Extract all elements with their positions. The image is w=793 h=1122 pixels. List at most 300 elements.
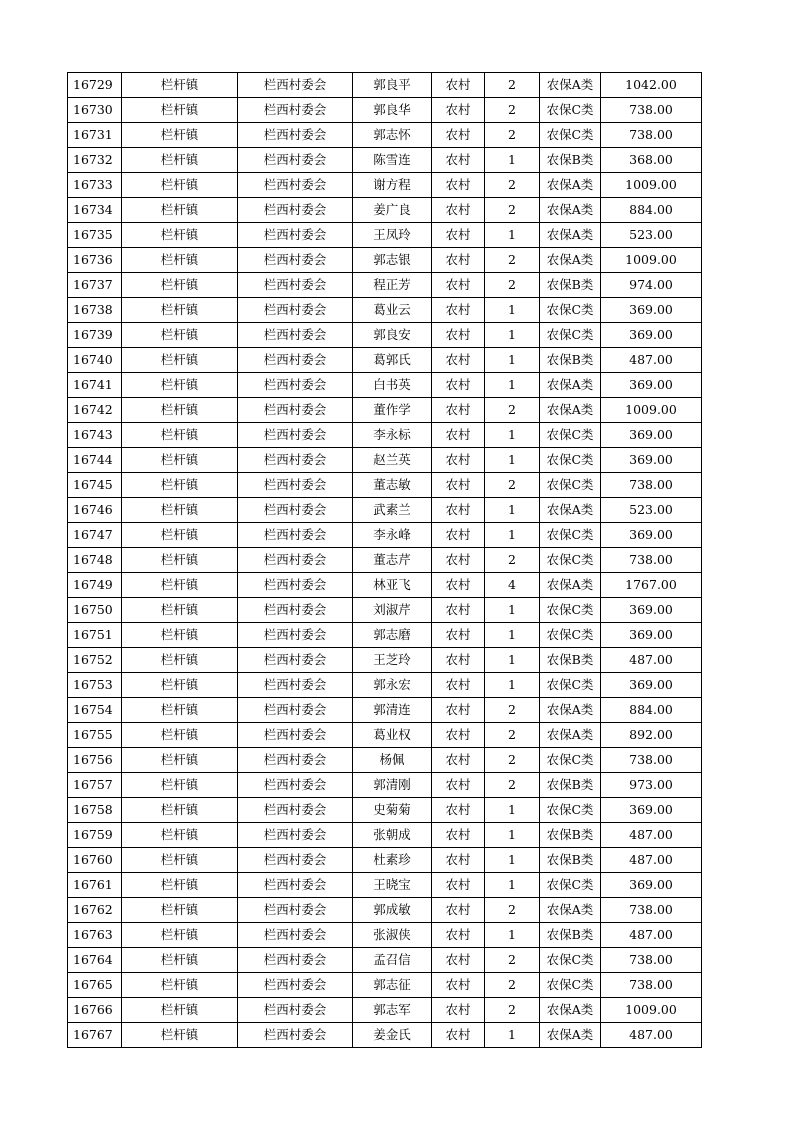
name-cell: 史菊菊 (353, 798, 432, 823)
name-cell: 葛郭氏 (353, 348, 432, 373)
record-id-cell: 16742 (68, 398, 122, 423)
category-cell: 农保C类 (540, 323, 601, 348)
persons-cell: 2 (485, 248, 540, 273)
name-cell: 葛业云 (353, 298, 432, 323)
town-cell: 栏杆镇 (122, 498, 238, 523)
category-cell: 农保B类 (540, 823, 601, 848)
household-type-cell: 农村 (432, 373, 485, 398)
category-cell: 农保A类 (540, 1023, 601, 1048)
household-type-cell: 农村 (432, 723, 485, 748)
town-cell: 栏杆镇 (122, 773, 238, 798)
category-cell: 农保A类 (540, 723, 601, 748)
amount-cell: 1009.00 (601, 248, 702, 273)
persons-cell: 1 (485, 598, 540, 623)
name-cell: 武素兰 (353, 498, 432, 523)
village-committee-cell: 栏西村委会 (238, 548, 353, 573)
town-cell: 栏杆镇 (122, 423, 238, 448)
amount-cell: 974.00 (601, 273, 702, 298)
town-cell: 栏杆镇 (122, 823, 238, 848)
village-committee-cell: 栏西村委会 (238, 148, 353, 173)
record-id-cell: 16761 (68, 873, 122, 898)
table-row (68, 848, 702, 873)
persons-cell: 1 (485, 923, 540, 948)
persons-cell: 1 (485, 673, 540, 698)
category-cell: 农保C类 (540, 948, 601, 973)
town-cell: 栏杆镇 (122, 448, 238, 473)
record-id-cell: 16730 (68, 98, 122, 123)
town-cell: 栏杆镇 (122, 598, 238, 623)
village-committee-cell: 栏西村委会 (238, 473, 353, 498)
household-type-cell: 农村 (432, 973, 485, 998)
household-type-cell: 农村 (432, 148, 485, 173)
town-cell: 栏杆镇 (122, 973, 238, 998)
village-committee-cell: 栏西村委会 (238, 173, 353, 198)
village-committee-cell: 栏西村委会 (238, 423, 353, 448)
record-id-cell: 16738 (68, 298, 122, 323)
name-cell: 白书英 (353, 373, 432, 398)
record-id-cell: 16753 (68, 673, 122, 698)
table-row (68, 148, 702, 173)
name-cell: 孟召信 (353, 948, 432, 973)
record-id-cell: 16760 (68, 848, 122, 873)
household-type-cell: 农村 (432, 1023, 485, 1048)
town-cell: 栏杆镇 (122, 648, 238, 673)
amount-cell: 738.00 (601, 948, 702, 973)
town-cell: 栏杆镇 (122, 98, 238, 123)
amount-cell: 738.00 (601, 548, 702, 573)
household-type-cell: 农村 (432, 673, 485, 698)
amount-cell: 369.00 (601, 798, 702, 823)
village-committee-cell: 栏西村委会 (238, 273, 353, 298)
persons-cell: 2 (485, 973, 540, 998)
town-cell: 栏杆镇 (122, 948, 238, 973)
town-cell: 栏杆镇 (122, 698, 238, 723)
persons-cell: 2 (485, 98, 540, 123)
amount-cell: 1009.00 (601, 398, 702, 423)
town-cell: 栏杆镇 (122, 998, 238, 1023)
category-cell: 农保A类 (540, 573, 601, 598)
table-row (68, 273, 702, 298)
town-cell: 栏杆镇 (122, 623, 238, 648)
town-cell: 栏杆镇 (122, 673, 238, 698)
name-cell: 程正芳 (353, 273, 432, 298)
persons-cell: 2 (485, 723, 540, 748)
table-row (68, 598, 702, 623)
household-type-cell: 农村 (432, 398, 485, 423)
town-cell: 栏杆镇 (122, 848, 238, 873)
village-committee-cell: 栏西村委会 (238, 898, 353, 923)
table-row (68, 373, 702, 398)
record-id-cell: 16757 (68, 773, 122, 798)
village-committee-cell: 栏西村委会 (238, 1023, 353, 1048)
amount-cell: 487.00 (601, 648, 702, 673)
table-row (68, 948, 702, 973)
amount-cell: 369.00 (601, 298, 702, 323)
persons-cell: 2 (485, 398, 540, 423)
persons-cell: 2 (485, 948, 540, 973)
category-cell: 农保C类 (540, 798, 601, 823)
table-row (68, 798, 702, 823)
persons-cell: 1 (485, 623, 540, 648)
village-committee-cell: 栏西村委会 (238, 398, 353, 423)
persons-cell: 1 (485, 298, 540, 323)
household-type-cell: 农村 (432, 698, 485, 723)
town-cell: 栏杆镇 (122, 348, 238, 373)
name-cell: 郭良华 (353, 98, 432, 123)
town-cell: 栏杆镇 (122, 248, 238, 273)
household-type-cell: 农村 (432, 73, 485, 98)
category-cell: 农保C类 (540, 973, 601, 998)
amount-cell: 487.00 (601, 848, 702, 873)
name-cell: 张朝成 (353, 823, 432, 848)
amount-cell: 884.00 (601, 198, 702, 223)
category-cell: 农保C类 (540, 873, 601, 898)
name-cell: 谢方程 (353, 173, 432, 198)
household-type-cell: 农村 (432, 898, 485, 923)
record-id-cell: 16745 (68, 473, 122, 498)
category-cell: 农保B类 (540, 923, 601, 948)
village-committee-cell: 栏西村委会 (238, 73, 353, 98)
record-id-cell: 16736 (68, 248, 122, 273)
category-cell: 农保A类 (540, 223, 601, 248)
category-cell: 农保A类 (540, 173, 601, 198)
amount-cell: 523.00 (601, 498, 702, 523)
amount-cell: 1767.00 (601, 573, 702, 598)
town-cell: 栏杆镇 (122, 173, 238, 198)
persons-cell: 2 (485, 173, 540, 198)
category-cell: 农保A类 (540, 698, 601, 723)
amount-cell: 738.00 (601, 473, 702, 498)
village-committee-cell: 栏西村委会 (238, 348, 353, 373)
town-cell: 栏杆镇 (122, 873, 238, 898)
table-row (68, 1023, 702, 1048)
record-id-cell: 16743 (68, 423, 122, 448)
table-row (68, 523, 702, 548)
record-id-cell: 16733 (68, 173, 122, 198)
record-id-cell: 16739 (68, 323, 122, 348)
household-type-cell: 农村 (432, 98, 485, 123)
category-cell: 农保A类 (540, 248, 601, 273)
household-type-cell: 农村 (432, 323, 485, 348)
table-row (68, 773, 702, 798)
amount-cell: 368.00 (601, 148, 702, 173)
name-cell: 王凤玲 (353, 223, 432, 248)
persons-cell: 1 (485, 423, 540, 448)
town-cell: 栏杆镇 (122, 473, 238, 498)
category-cell: 农保A类 (540, 373, 601, 398)
household-type-cell: 农村 (432, 848, 485, 873)
category-cell: 农保A类 (540, 898, 601, 923)
village-committee-cell: 栏西村委会 (238, 223, 353, 248)
category-cell: 农保B类 (540, 848, 601, 873)
village-committee-cell: 栏西村委会 (238, 773, 353, 798)
name-cell: 林亚飞 (353, 573, 432, 598)
name-cell: 赵兰英 (353, 448, 432, 473)
persons-cell: 1 (485, 498, 540, 523)
town-cell: 栏杆镇 (122, 298, 238, 323)
persons-cell: 2 (485, 123, 540, 148)
persons-cell: 1 (485, 523, 540, 548)
table-row (68, 823, 702, 848)
table-row (68, 223, 702, 248)
town-cell: 栏杆镇 (122, 923, 238, 948)
village-committee-cell: 栏西村委会 (238, 848, 353, 873)
persons-cell: 2 (485, 898, 540, 923)
persons-cell: 1 (485, 823, 540, 848)
record-id-cell: 16729 (68, 73, 122, 98)
persons-cell: 1 (485, 373, 540, 398)
category-cell: 农保C类 (540, 623, 601, 648)
village-committee-cell: 栏西村委会 (238, 748, 353, 773)
name-cell: 葛业权 (353, 723, 432, 748)
persons-cell: 1 (485, 148, 540, 173)
amount-cell: 369.00 (601, 373, 702, 398)
table-row (68, 723, 702, 748)
household-type-cell: 农村 (432, 623, 485, 648)
village-committee-cell: 栏西村委会 (238, 723, 353, 748)
amount-cell: 738.00 (601, 123, 702, 148)
table-row (68, 698, 702, 723)
village-committee-cell: 栏西村委会 (238, 298, 353, 323)
table-row (68, 298, 702, 323)
category-cell: 农保C类 (540, 598, 601, 623)
persons-cell: 1 (485, 323, 540, 348)
record-id-cell: 16767 (68, 1023, 122, 1048)
village-committee-cell: 栏西村委会 (238, 323, 353, 348)
category-cell: 农保C类 (540, 98, 601, 123)
town-cell: 栏杆镇 (122, 273, 238, 298)
persons-cell: 4 (485, 573, 540, 598)
village-committee-cell: 栏西村委会 (238, 198, 353, 223)
household-type-cell: 农村 (432, 573, 485, 598)
household-type-cell: 农村 (432, 773, 485, 798)
village-committee-cell: 栏西村委会 (238, 948, 353, 973)
table-row (68, 73, 702, 98)
name-cell: 郭志征 (353, 973, 432, 998)
town-cell: 栏杆镇 (122, 573, 238, 598)
village-committee-cell: 栏西村委会 (238, 523, 353, 548)
town-cell: 栏杆镇 (122, 73, 238, 98)
amount-cell: 369.00 (601, 623, 702, 648)
village-committee-cell: 栏西村委会 (238, 998, 353, 1023)
record-id-cell: 16735 (68, 223, 122, 248)
category-cell: 农保C类 (540, 423, 601, 448)
category-cell: 农保B类 (540, 648, 601, 673)
household-type-cell: 农村 (432, 198, 485, 223)
record-id-cell: 16737 (68, 273, 122, 298)
table-row (68, 173, 702, 198)
amount-cell: 738.00 (601, 98, 702, 123)
amount-cell: 1042.00 (601, 73, 702, 98)
household-type-cell: 农村 (432, 123, 485, 148)
household-type-cell: 农村 (432, 798, 485, 823)
table-row (68, 98, 702, 123)
town-cell: 栏杆镇 (122, 223, 238, 248)
household-type-cell: 农村 (432, 648, 485, 673)
category-cell: 农保A类 (540, 498, 601, 523)
village-committee-cell: 栏西村委会 (238, 498, 353, 523)
table-row (68, 398, 702, 423)
village-committee-cell: 栏西村委会 (238, 573, 353, 598)
name-cell: 郭清刚 (353, 773, 432, 798)
name-cell: 郭良平 (353, 73, 432, 98)
table-row (68, 873, 702, 898)
category-cell: 农保A类 (540, 198, 601, 223)
amount-cell: 738.00 (601, 748, 702, 773)
town-cell: 栏杆镇 (122, 798, 238, 823)
household-type-cell: 农村 (432, 748, 485, 773)
name-cell: 郭志军 (353, 998, 432, 1023)
amount-cell: 738.00 (601, 973, 702, 998)
persons-cell: 2 (485, 73, 540, 98)
amount-cell: 1009.00 (601, 173, 702, 198)
record-id-cell: 16751 (68, 623, 122, 648)
amount-cell: 487.00 (601, 348, 702, 373)
category-cell: 农保C类 (540, 673, 601, 698)
record-id-cell: 16765 (68, 973, 122, 998)
record-id-cell: 16747 (68, 523, 122, 548)
persons-cell: 2 (485, 998, 540, 1023)
category-cell: 农保C类 (540, 473, 601, 498)
amount-cell: 369.00 (601, 523, 702, 548)
village-committee-cell: 栏西村委会 (238, 98, 353, 123)
record-id-cell: 16746 (68, 498, 122, 523)
record-id-cell: 16750 (68, 598, 122, 623)
name-cell: 郭成敏 (353, 898, 432, 923)
name-cell: 王晓宝 (353, 873, 432, 898)
table-row (68, 898, 702, 923)
persons-cell: 1 (485, 223, 540, 248)
category-cell: 农保A类 (540, 398, 601, 423)
household-type-cell: 农村 (432, 273, 485, 298)
persons-cell: 2 (485, 198, 540, 223)
name-cell: 张淑侠 (353, 923, 432, 948)
table-row (68, 573, 702, 598)
category-cell: 农保A类 (540, 998, 601, 1023)
table-row (68, 998, 702, 1023)
town-cell: 栏杆镇 (122, 123, 238, 148)
table-row (68, 973, 702, 998)
name-cell: 姜广良 (353, 198, 432, 223)
village-committee-cell: 栏西村委会 (238, 248, 353, 273)
record-id-cell: 16758 (68, 798, 122, 823)
name-cell: 姜金氏 (353, 1023, 432, 1048)
village-committee-cell: 栏西村委会 (238, 873, 353, 898)
name-cell: 李永标 (353, 423, 432, 448)
persons-cell: 1 (485, 873, 540, 898)
amount-cell: 369.00 (601, 323, 702, 348)
record-id-cell: 16749 (68, 573, 122, 598)
household-type-cell: 农村 (432, 223, 485, 248)
table-row (68, 623, 702, 648)
household-type-cell: 农村 (432, 248, 485, 273)
amount-cell: 523.00 (601, 223, 702, 248)
persons-cell: 1 (485, 448, 540, 473)
name-cell: 杜素珍 (353, 848, 432, 873)
village-committee-cell: 栏西村委会 (238, 973, 353, 998)
town-cell: 栏杆镇 (122, 748, 238, 773)
table-row (68, 548, 702, 573)
name-cell: 杨佩 (353, 748, 432, 773)
household-type-cell: 农村 (432, 348, 485, 373)
category-cell: 农保C类 (540, 448, 601, 473)
record-id-cell: 16740 (68, 348, 122, 373)
persons-cell: 1 (485, 1023, 540, 1048)
persons-cell: 2 (485, 773, 540, 798)
town-cell: 栏杆镇 (122, 523, 238, 548)
category-cell: 农保C类 (540, 748, 601, 773)
household-type-cell: 农村 (432, 548, 485, 573)
category-cell: 农保B类 (540, 148, 601, 173)
name-cell: 郭志银 (353, 248, 432, 273)
amount-cell: 369.00 (601, 448, 702, 473)
name-cell: 郭志怀 (353, 123, 432, 148)
amount-cell: 369.00 (601, 873, 702, 898)
record-id-cell: 16766 (68, 998, 122, 1023)
table-row (68, 348, 702, 373)
household-type-cell: 农村 (432, 173, 485, 198)
household-type-cell: 农村 (432, 298, 485, 323)
household-type-cell: 农村 (432, 523, 485, 548)
household-type-cell: 农村 (432, 448, 485, 473)
record-id-cell: 16734 (68, 198, 122, 223)
table-row (68, 498, 702, 523)
household-type-cell: 农村 (432, 423, 485, 448)
name-cell: 郭清连 (353, 698, 432, 723)
persons-cell: 2 (485, 698, 540, 723)
household-type-cell: 农村 (432, 823, 485, 848)
name-cell: 王芝玲 (353, 648, 432, 673)
amount-cell: 892.00 (601, 723, 702, 748)
town-cell: 栏杆镇 (122, 898, 238, 923)
record-id-cell: 16755 (68, 723, 122, 748)
category-cell: 农保C类 (540, 298, 601, 323)
category-cell: 农保B类 (540, 273, 601, 298)
table-row (68, 248, 702, 273)
record-id-cell: 16759 (68, 823, 122, 848)
record-id-cell: 16744 (68, 448, 122, 473)
household-type-cell: 农村 (432, 873, 485, 898)
amount-cell: 884.00 (601, 698, 702, 723)
village-committee-cell: 栏西村委会 (238, 798, 353, 823)
table-row (68, 648, 702, 673)
village-committee-cell: 栏西村委会 (238, 448, 353, 473)
persons-cell: 1 (485, 798, 540, 823)
table-row (68, 923, 702, 948)
name-cell: 董志敏 (353, 473, 432, 498)
records-table-body (68, 73, 702, 1048)
household-type-cell: 农村 (432, 598, 485, 623)
persons-cell: 1 (485, 648, 540, 673)
amount-cell: 973.00 (601, 773, 702, 798)
village-committee-cell: 栏西村委会 (238, 648, 353, 673)
household-type-cell: 农村 (432, 998, 485, 1023)
name-cell: 郭志磨 (353, 623, 432, 648)
village-committee-cell: 栏西村委会 (238, 673, 353, 698)
record-id-cell: 16754 (68, 698, 122, 723)
table-row (68, 748, 702, 773)
village-committee-cell: 栏西村委会 (238, 123, 353, 148)
records-table (67, 72, 702, 1048)
table-row (68, 323, 702, 348)
name-cell: 郭永宏 (353, 673, 432, 698)
record-id-cell: 16752 (68, 648, 122, 673)
amount-cell: 369.00 (601, 673, 702, 698)
table-row (68, 673, 702, 698)
household-type-cell: 农村 (432, 948, 485, 973)
name-cell: 刘淑芹 (353, 598, 432, 623)
record-id-cell: 16741 (68, 373, 122, 398)
